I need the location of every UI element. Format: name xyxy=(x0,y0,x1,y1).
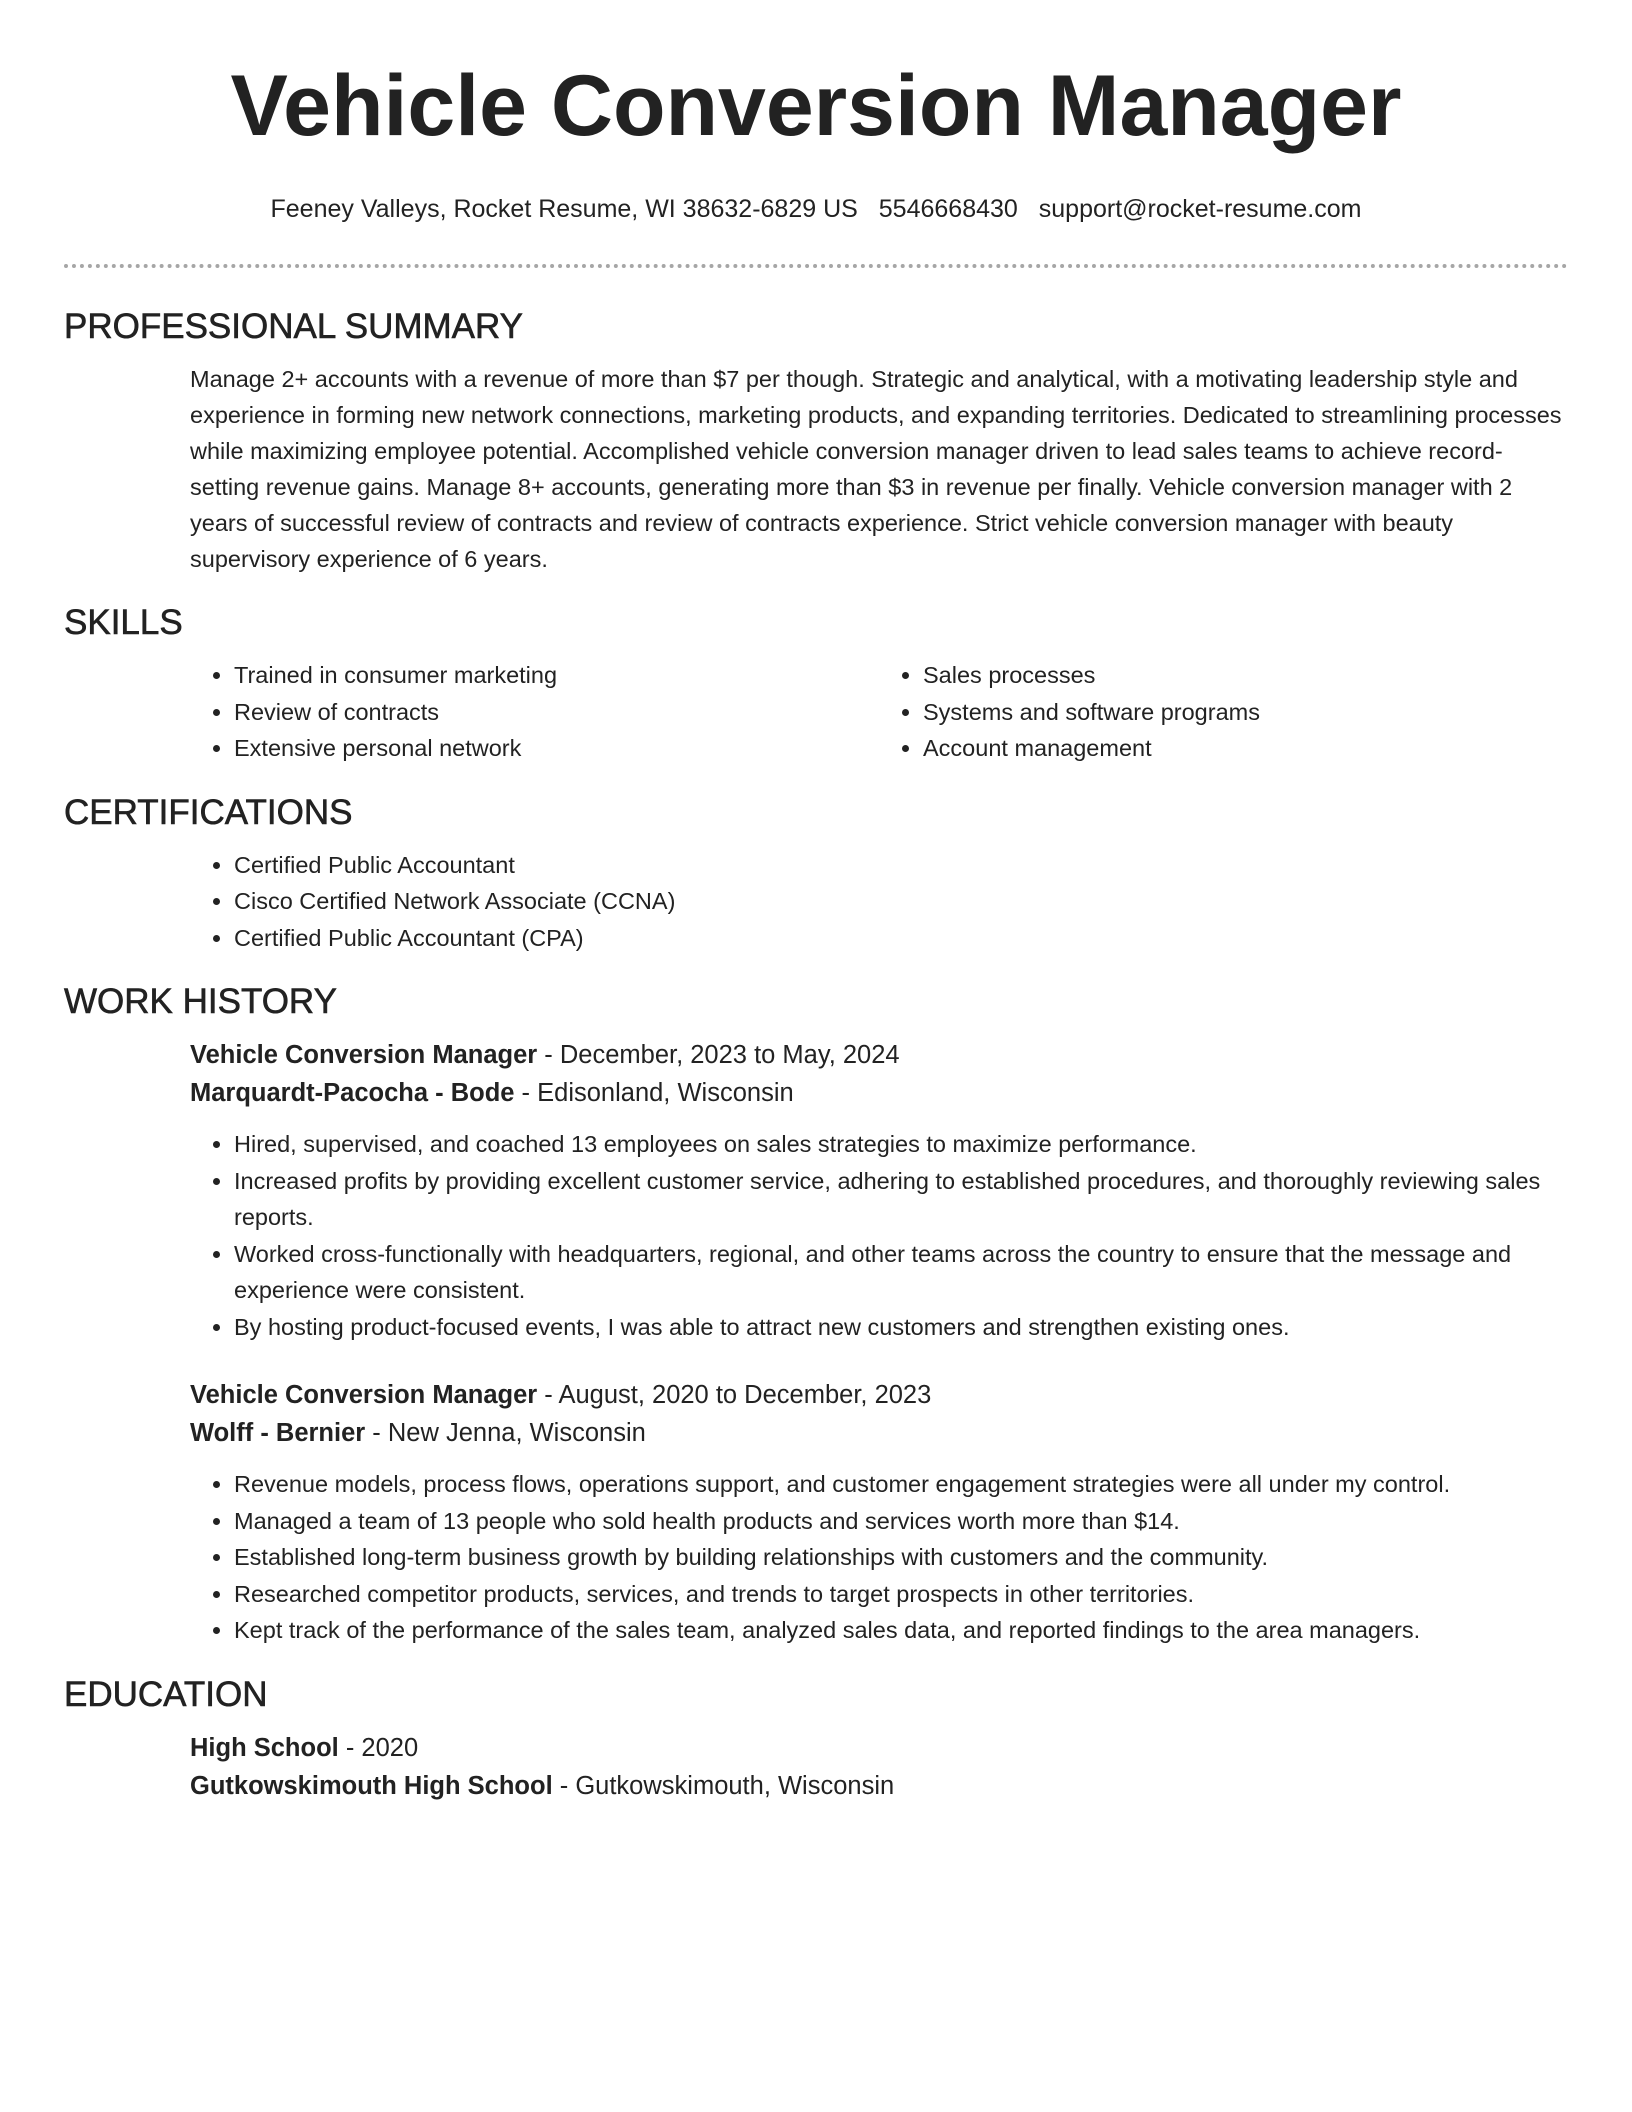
skills-list-right xyxy=(879,657,1568,767)
certification-item: • Cisco Certified Network Associate (CCNA) xyxy=(234,883,1568,920)
job-title-line xyxy=(190,1376,1568,1414)
contact-address: Feeney Valleys, Rocket Resume, WI 38632-6829 US xyxy=(270,195,858,223)
job-bullet: • Hired, supervised, and coached 13 employees on sales strategies to maximize performance. xyxy=(234,1126,1568,1163)
skill-item: • Systems and software programs xyxy=(923,694,1568,731)
job-bullets xyxy=(190,1126,1568,1345)
header-divider xyxy=(64,264,1568,268)
job-company: Wolff - Bernier xyxy=(190,1419,366,1447)
job-dates: - December, 2023 to May, 2024 xyxy=(537,1041,900,1069)
job-entry xyxy=(190,1036,1568,1345)
job-location: - New Jenna, Wisconsin xyxy=(365,1419,646,1447)
job-bullet: • Increased profits by providing excellent customer service, adhering to established procedures, and thoroughly reviewing sales reports. xyxy=(234,1163,1568,1236)
summary-section xyxy=(190,361,1568,577)
skill-item: • Trained in consumer marketing xyxy=(234,657,879,694)
job-entry xyxy=(190,1376,1568,1649)
summary-heading: PROFESSIONAL SUMMARY xyxy=(64,307,523,346)
education-heading: EDUCATION xyxy=(64,1674,268,1714)
education-year: - 2020 xyxy=(338,1733,419,1762)
job-bullet: • Established long-term business growth by building relationships with customers and the community. xyxy=(234,1539,1568,1576)
certifications-section xyxy=(190,847,1568,957)
contact-line xyxy=(64,194,1568,224)
job-bullet: • Kept track of the performance of the sales team, analyzed sales data, and reported findings to the area managers. xyxy=(234,1612,1568,1649)
skill-item: • Sales processes xyxy=(923,657,1568,694)
contact-phone: 5546668430 xyxy=(878,195,1018,223)
certifications-heading: CERTIFICATIONS xyxy=(64,792,353,832)
job-location: - Edisonland, Wisconsin xyxy=(514,1079,794,1107)
skills-section xyxy=(190,657,1568,767)
education-location: - Gutkowskimouth, Wisconsin xyxy=(552,1771,895,1800)
summary-text: Manage 2+ accounts with a revenue of more than $7 per though. Strategic and analytical, with a motivating leadership style and experience in forming new network connections, marketing products, and expanding territories. Dedicated to streamlining processes while maximizing employee potential. Accomplished vehicle conversion manager driven to lead sales teams to achieve record-setting revenue gains. Manage 8+ accounts, generating more than $3 in revenue per finally. Vehicle conversion manager with 2 years of successful review of contracts and review of contracts experience. Strict vehicle conversion manager with beauty supervisory experience of 6 years. xyxy=(190,366,1562,572)
job-dates: - August, 2020 to December, 2023 xyxy=(537,1381,932,1409)
skill-item: • Extensive personal network xyxy=(234,730,879,767)
certifications-list xyxy=(190,847,1568,957)
skills-heading: SKILLS xyxy=(64,603,183,642)
job-company-line xyxy=(190,1414,1568,1452)
job-title-line xyxy=(190,1036,1568,1074)
job-bullet: • Worked cross-functionally with headquarters, regional, and other teams across the country to ensure that the message and experience were consistent. xyxy=(234,1236,1568,1309)
certification-item: • Certified Public Accountant (CPA) xyxy=(234,920,1568,957)
job-role: Vehicle Conversion Manager xyxy=(190,1041,538,1069)
job-bullet: • Managed a team of 13 people who sold health products and services worth more than $14. xyxy=(234,1503,1568,1540)
education-entry xyxy=(190,1729,1568,1805)
certification-item: • Certified Public Accountant xyxy=(234,847,1568,884)
candidate-name: Vehicle Conversion Manager xyxy=(230,58,1402,154)
job-bullet: • Researched competitor products, services, and trends to target prospects in other territories. xyxy=(234,1576,1568,1613)
contact-email: support@rocket-resume.com xyxy=(1038,195,1362,223)
job-company-line xyxy=(190,1074,1568,1112)
education-school: Gutkowskimouth High School xyxy=(190,1771,553,1800)
education-degree: High School xyxy=(190,1733,339,1762)
skill-item: • Review of contracts xyxy=(234,694,879,731)
job-bullets xyxy=(190,1466,1568,1649)
skill-item: • Account management xyxy=(923,730,1568,767)
job-bullet: • By hosting product-focused events, I was able to attract new customers and strengthen existing ones. xyxy=(234,1309,1568,1346)
education-degree-line xyxy=(190,1729,1568,1767)
education-school-line xyxy=(190,1767,1568,1805)
work-history-heading: WORK HISTORY xyxy=(64,982,337,1021)
job-company: Marquardt-Pacocha - Bode xyxy=(190,1079,515,1107)
skills-list-left xyxy=(190,657,879,767)
job-role: Vehicle Conversion Manager xyxy=(190,1381,538,1409)
job-bullet: • Revenue models, process flows, operations support, and customer engagement strategies were all under my control. xyxy=(234,1466,1568,1503)
